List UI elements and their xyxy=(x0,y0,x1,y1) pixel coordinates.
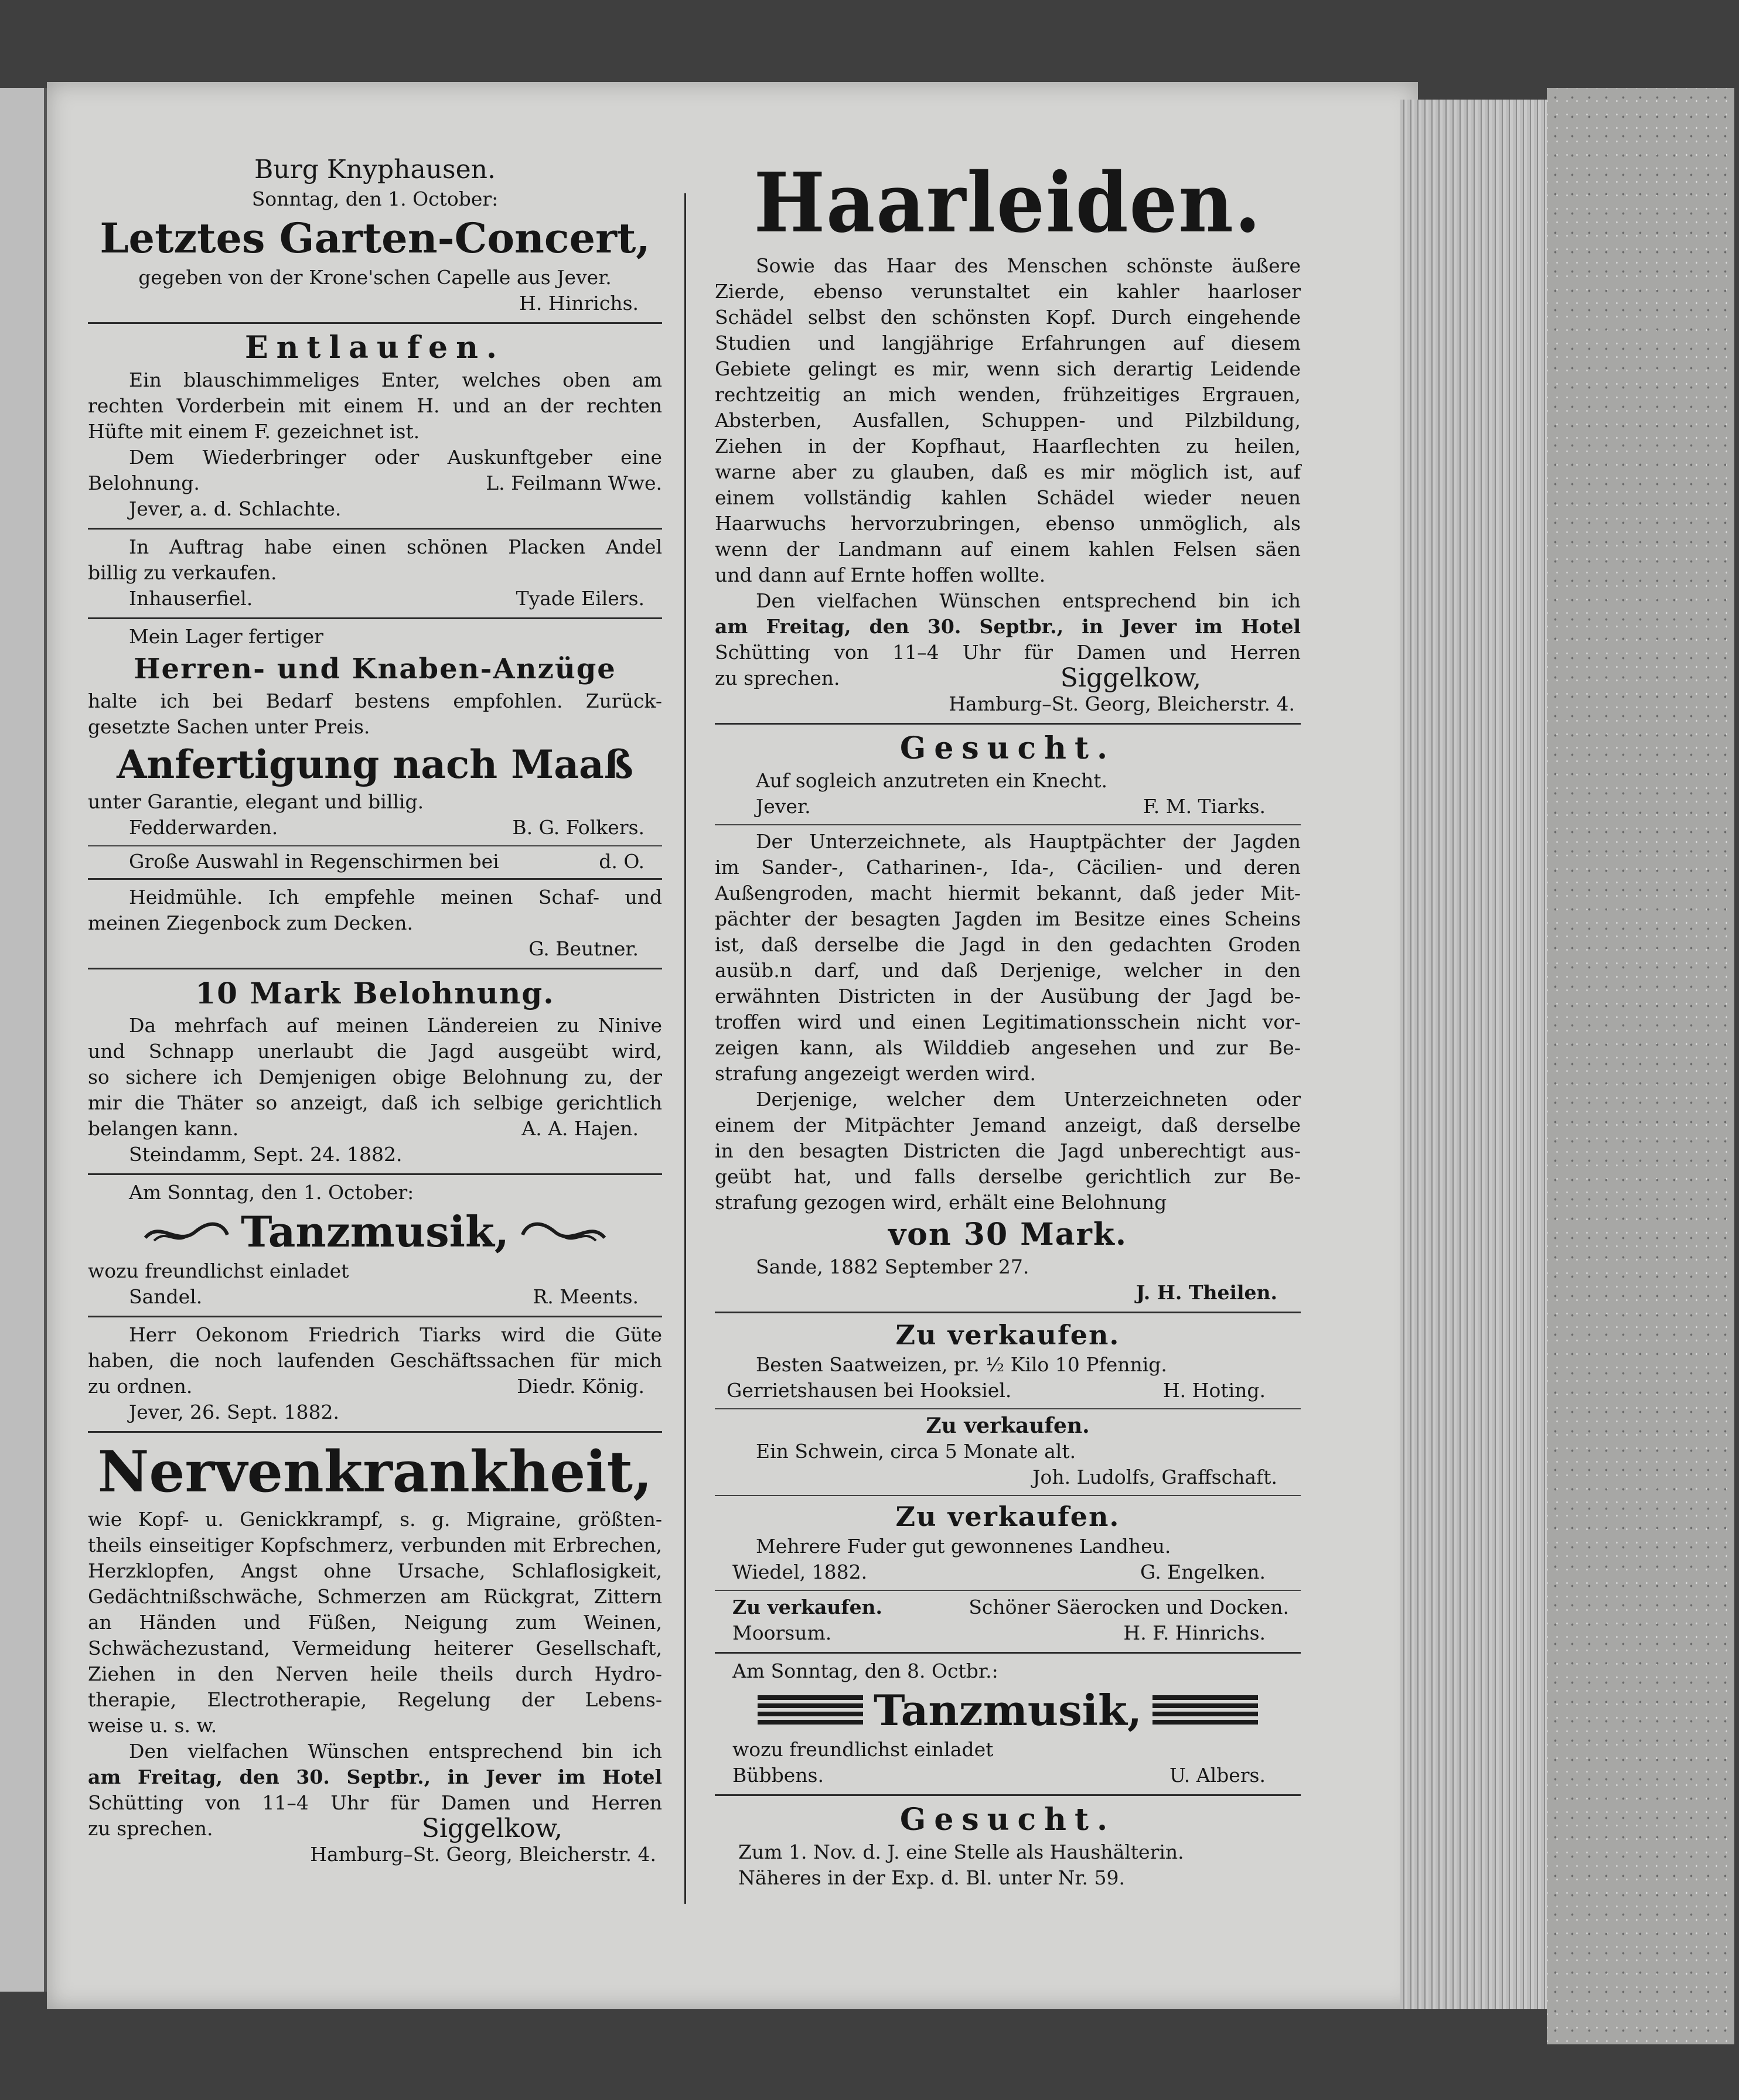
ad-line: Den vielfachen Wünschen entsprechend bin ich xyxy=(756,589,1301,612)
ad-line: an Händen und Füßen, Neigung zum Weinen, xyxy=(88,1611,662,1634)
ad-line: im Sander-, Catharinen-, Ida-, Cäcilien- und deren xyxy=(715,856,1301,879)
ad-place: Sandel. xyxy=(129,1285,203,1308)
ad-line: weise u. s. w. xyxy=(88,1714,217,1737)
ad-title: Haarleiden. xyxy=(753,155,1262,251)
ad-line: Gedächtnißschwäche, Schmerzen am Rückgrat, Zittern xyxy=(88,1585,662,1608)
ad-line: Gebiete gelingt es mir, wenn sich derartig Leidende xyxy=(715,357,1301,380)
ad-heidmuehle xyxy=(88,883,662,964)
ad-line: therapie, Electrotherapie, Regelung der Lebens- xyxy=(88,1688,662,1711)
ad-anzuege xyxy=(88,623,662,843)
ad-title: Zu verkaufen. xyxy=(732,1596,883,1618)
ad-line: Besten Saatweizen, pr. ½ Kilo 10 Pfennig. xyxy=(756,1353,1167,1376)
ad-signature: J. H. Theilen. xyxy=(1136,1281,1277,1304)
ad-line: haben, die noch laufenden Geschäftssachen für mich xyxy=(88,1349,662,1372)
ad-place: Moorsum. xyxy=(732,1621,832,1644)
ad-line: Mein Lager fertiger xyxy=(129,625,323,648)
flourish-right-icon xyxy=(520,1214,608,1249)
ad-line: rechten Vorderbein mit einem H. und an der rechten xyxy=(88,394,662,417)
ad-place: Jever, a. d. Schlachte. xyxy=(129,497,342,520)
divider xyxy=(715,1794,1301,1796)
ad-line: warne aber zu glauben, daß es mir möglich ist, auf xyxy=(715,460,1301,483)
ad-address: Hamburg–St. Georg, Bleicherstr. 4. xyxy=(949,692,1295,715)
ad-signature: Tyade Eilers. xyxy=(516,587,645,610)
ad-oekonom xyxy=(88,1321,662,1428)
ad-line: mir die Thäter so anzeigt, daß ich selbige gerichtlich xyxy=(88,1091,662,1114)
book-cover-edge xyxy=(1547,88,1734,2044)
ad-burg-knyphausen xyxy=(88,152,662,319)
ad-line: Ein Schwein, circa 5 Monate alt. xyxy=(756,1440,1076,1463)
ad-line: Schütting von 11–4 Uhr für Damen und Herren xyxy=(715,641,1301,664)
bar-ornament-left-icon xyxy=(758,1695,863,1726)
ad-jagd xyxy=(715,828,1301,1308)
ad-line: am Freitag, den 30. Septbr., in Jever im Hotel xyxy=(715,615,1301,638)
ad-line: Ziehen in der Kopfhaut, Haarflechten zu heilen, xyxy=(715,435,1301,457)
ad-line: Schütting von 11–4 Uhr für Damen und Herren xyxy=(88,1791,662,1814)
ad-signature: Siggelkow, xyxy=(421,1814,562,1843)
ad-signature: G. Engelken. xyxy=(1140,1561,1266,1583)
ad-title: Gesucht. xyxy=(899,730,1116,766)
divider xyxy=(88,617,662,619)
ad-line-row xyxy=(715,1620,1301,1646)
ad-line: Dem Wiederbringer oder Auskunftgeber eine xyxy=(129,446,662,469)
ad-address: Hamburg–St. Georg, Bleicherstr. 4. xyxy=(310,1843,656,1866)
ad-entlaufen xyxy=(88,327,662,524)
ad-text: Belohnung. xyxy=(88,472,200,494)
ad-place: Steindamm, Sept. 24. 1882. xyxy=(129,1143,403,1166)
page-stack-edge xyxy=(1400,100,1547,2009)
ad-line: Schwächezustand, Vermeidung heiterer Gesellschaft, xyxy=(88,1637,662,1659)
ad-signature: G. Beutner. xyxy=(528,937,639,960)
ad-line: strafung gezogen wird, erhält eine Belohnung xyxy=(715,1191,1167,1214)
ad-title: Zu verkaufen. xyxy=(895,1319,1120,1351)
ad-line: und dann auf Ernte hoffen wollte. xyxy=(715,564,1046,586)
ad-signature: H. Hinrichs. xyxy=(519,292,639,315)
ad-line: Hüfte mit einem F. gezeichnet ist. xyxy=(88,420,420,443)
ad-subtitle: gegeben von der Krone'schen Capelle aus Jever. xyxy=(138,266,612,289)
ad-date: Sonntag, den 1. October: xyxy=(251,187,499,210)
ad-line: wozu freundlichst einladet xyxy=(88,1259,349,1282)
ad-date: Am Sonntag, den 8. Octbr.: xyxy=(732,1659,998,1682)
ad-line: so sichere ich Demjenigen obige Belohnung zu, der xyxy=(88,1066,662,1088)
ad-signature: Joh. Ludolfs, Graffschaft. xyxy=(1032,1466,1277,1488)
ad-line-row xyxy=(715,794,1301,819)
ad-title: Herren- und Knaben-Anzüge xyxy=(134,653,616,685)
divider xyxy=(715,1495,1301,1496)
ad-title: Letztes Garten-Concert, xyxy=(100,214,650,262)
ad-line: Absterben, Ausfallen, Schuppen- und Pilzbildung, xyxy=(715,409,1301,432)
divider xyxy=(88,1431,662,1433)
divider xyxy=(88,528,662,530)
ad-belohnung xyxy=(88,973,662,1170)
ad-verkaufen-saatweizen xyxy=(715,1317,1301,1406)
ad-gesucht-haushaelterin xyxy=(715,1799,1301,1893)
ad-line: wozu freundlichst einladet xyxy=(732,1738,994,1761)
divider xyxy=(88,1316,662,1317)
ad-line: rechtzeitig an mich wenden, frühzeitiges Ergrauen, xyxy=(715,383,1301,406)
ad-title: Nervenkrankheit, xyxy=(97,1439,653,1505)
ad-line: und Schnapp unerlaubt die Jagd ausgeübt wird, xyxy=(88,1040,662,1063)
ad-signature: H. Hoting. xyxy=(1162,1379,1266,1402)
divider xyxy=(715,1312,1301,1313)
ad-title: Tanzmusik, xyxy=(874,1685,1142,1735)
ad-line: Auf sogleich anzutreten ein Knecht. xyxy=(756,769,1107,792)
ad-line: Herzklopfen, Angst ohne Ursache, Schlaflosigkeit, xyxy=(88,1559,662,1582)
ad-title: 10 Mark Belohnung. xyxy=(195,976,555,1010)
previous-page-edge xyxy=(0,88,47,1992)
ad-title: Zu verkaufen. xyxy=(926,1413,1090,1438)
ad-signature: L. Feilmann Wwe. xyxy=(486,472,662,494)
ad-line-row xyxy=(88,1116,662,1142)
ad-line: geübt hat, und falls derselbe gerichtlich zur Be- xyxy=(715,1165,1301,1188)
ad-line: gesetzte Sachen unter Preis. xyxy=(88,715,370,738)
ad-line: Da mehrfach auf meinen Ländereien zu Ninive xyxy=(129,1014,662,1037)
ad-place: Fedderwarden. xyxy=(129,816,278,839)
ad-line: Zum 1. Nov. d. J. eine Stelle als Haushälterin. xyxy=(738,1841,1184,1863)
ad-line: halte ich bei Bedarf bestens empfohlen. Zurück- xyxy=(88,689,662,712)
ad-line: Mehrere Fuder gut gewonnenes Landheu. xyxy=(756,1535,1171,1558)
flourish-left-icon xyxy=(142,1214,230,1249)
ad-haarleiden xyxy=(715,152,1301,719)
ad-line: am Freitag, den 30. Septbr., in Jever im Hotel xyxy=(88,1766,662,1788)
divider xyxy=(88,322,662,324)
ad-text: Große Auswahl in Regenschirmen bei xyxy=(129,850,499,873)
ad-line: Heidmühle. Ich empfehle meinen Schaf- und xyxy=(129,886,662,909)
ad-text: zu sprechen. xyxy=(88,1817,213,1840)
ad-place: Wiedel, 1882. xyxy=(732,1561,868,1583)
ad-verkaufen-schwein xyxy=(715,1412,1301,1493)
ad-line-row xyxy=(715,1559,1301,1585)
ad-line: wie Kopf- u. Genickkrampf, s. g. Migraine, größten- xyxy=(88,1508,662,1531)
ad-place: Jever. xyxy=(756,795,811,818)
ad-line: Schöner Säerocken und Docken. xyxy=(969,1596,1289,1618)
ad-line: zeigen kann, als Wilddieb angesehen und zur Be- xyxy=(715,1036,1301,1059)
ad-place: Bübbens. xyxy=(732,1764,824,1787)
ad-place: Burg Knyphausen. xyxy=(254,155,496,185)
ad-signature: R. Meents. xyxy=(533,1285,639,1308)
ad-line: strafung angezeigt werden wird. xyxy=(715,1062,1036,1085)
ad-line: wenn der Landmann auf einem kahlen Felsen säen xyxy=(715,538,1301,561)
ad-title: Tanzmusik, xyxy=(241,1207,509,1256)
ad-line: Herr Oekonom Friedrich Tiarks wird die Güte xyxy=(129,1323,662,1346)
ad-text: belangen kann. xyxy=(88,1117,239,1140)
ad-line: ist, daß derselbe die Jagd in den gedachten Groden xyxy=(715,933,1301,956)
ad-nervenkrankheit xyxy=(88,1436,662,1870)
ad-line: Ziehen in den Nerven heile theils durch Hydro- xyxy=(88,1662,662,1685)
ad-line: Haarwuchs hervorzubringen, ebenso unmöglich, als xyxy=(715,512,1301,535)
ad-line: theils einseitiger Kopfschmerz, verbunden mit Erbrechen, xyxy=(88,1534,662,1556)
ad-line: Außengroden, macht hiermit bekannt, daß jeder Mit- xyxy=(715,882,1301,904)
ad-place: Gerrietshausen bei Hooksiel. xyxy=(727,1379,1012,1402)
ad-signature: H. F. Hinrichs. xyxy=(1123,1621,1266,1644)
ad-line-row xyxy=(88,1284,662,1310)
ad-title: Zu verkaufen. xyxy=(895,1501,1120,1532)
ad-signature: A. A. Hajen. xyxy=(521,1117,639,1140)
ad-place: Sande, 1882 September 27. xyxy=(756,1255,1029,1278)
ad-line-row xyxy=(715,1378,1301,1404)
ornamented-title xyxy=(715,1684,1301,1737)
ad-place: Inhauserfiel. xyxy=(129,587,253,610)
ad-tanzmusik-sandel xyxy=(88,1179,662,1312)
bar-ornament-right-icon xyxy=(1152,1695,1258,1726)
divider xyxy=(88,845,662,846)
ad-line: einem vollständig kahlen Schädel wieder neuen xyxy=(715,486,1301,509)
ad-line: Den vielfachen Wünschen entsprechend bin ich xyxy=(129,1740,662,1763)
ad-place: Jever, 26. Sept. 1882. xyxy=(129,1401,340,1423)
ad-title: Gesucht. xyxy=(899,1802,1116,1838)
ad-line: Sowie das Haar des Menschen schönste äußere xyxy=(756,254,1301,277)
ad-line: Ein blauschimmeliges Enter, welches oben am xyxy=(129,368,662,391)
right-column xyxy=(715,152,1301,1893)
ad-title-2: Anfertigung nach Maaß xyxy=(117,742,633,787)
ad-tanzmusik-buebbens xyxy=(715,1657,1301,1791)
ad-line: Schädel selbst den schönsten Kopf. Durch eingehende xyxy=(715,306,1301,329)
ad-text: zu sprechen. xyxy=(715,667,840,689)
ad-signature: d. O. xyxy=(599,850,645,873)
ad-line: Der Unterzeichnete, als Hauptpächter der Jagden xyxy=(756,830,1301,853)
ad-line-row xyxy=(715,665,1301,691)
divider xyxy=(715,1652,1301,1654)
ad-line: einem der Mitpächter Jemand anzeigt, daß derselbe xyxy=(715,1114,1301,1136)
divider xyxy=(715,1408,1301,1409)
ad-line-row xyxy=(715,1594,1301,1620)
ornamented-title xyxy=(88,1206,662,1258)
ad-gesucht-knecht xyxy=(715,728,1301,822)
ad-line: Derjenige, welcher dem Unterzeichneten oder xyxy=(756,1088,1301,1111)
ad-line-row xyxy=(88,1374,662,1399)
ad-line-row xyxy=(715,1763,1301,1788)
ad-line: troffen wird und einen Legitimationsschein nicht vor- xyxy=(715,1010,1301,1033)
ad-verkaufen-landheu xyxy=(715,1498,1301,1587)
ad-signature: U. Albers. xyxy=(1169,1764,1266,1787)
divider xyxy=(715,723,1301,725)
ad-title: Entlaufen. xyxy=(244,330,506,366)
ad-signature: Siggelkow, xyxy=(1060,663,1201,693)
ad-line: billig zu verkaufen. xyxy=(88,561,277,584)
ad-regenschirme xyxy=(88,849,662,875)
ad-line: unter Garantie, elegant und billig. xyxy=(88,790,424,813)
ad-signature: F. M. Tiarks. xyxy=(1143,795,1266,818)
ad-line: in den besagten Districten die Jagd unberechtigt aus- xyxy=(715,1139,1301,1162)
ad-line: Studien und langjährige Erfahrungen auf diesem xyxy=(715,332,1301,354)
ad-line: pächter der besagten Jagden im Besitze eines Scheins xyxy=(715,907,1301,930)
divider xyxy=(715,1590,1301,1591)
ad-amount: von 30 Mark. xyxy=(888,1217,1128,1252)
ad-date: Am Sonntag, den 1. October: xyxy=(129,1181,414,1204)
left-column xyxy=(88,152,662,1870)
ad-line: In Auftrag habe einen schönen Placken Andel xyxy=(129,535,662,558)
ad-line-row xyxy=(88,470,662,496)
ad-signature: Diedr. König. xyxy=(517,1375,645,1398)
divider xyxy=(88,878,662,880)
ad-line-row xyxy=(88,1816,662,1842)
ad-text: zu ordnen. xyxy=(88,1375,193,1398)
ad-line-row xyxy=(88,586,662,612)
ad-andel xyxy=(88,533,662,614)
ad-line: ausüb.n darf, und daß Derjenige, welcher in den xyxy=(715,959,1301,982)
ad-line: Zierde, ebenso verunstaltet ein kahler haarloser xyxy=(715,280,1301,303)
ad-line: Näheres in der Exp. d. Bl. unter Nr. 59. xyxy=(738,1866,1126,1889)
ad-line-row xyxy=(88,815,662,841)
column-divider xyxy=(684,193,686,1904)
ad-signature: B. G. Folkers. xyxy=(512,816,645,839)
ad-line: erwähnten Districten in der Ausübung der Jagd be- xyxy=(715,985,1301,1008)
ad-line: meinen Ziegenbock zum Decken. xyxy=(88,911,413,934)
divider xyxy=(88,1173,662,1175)
ad-verkaufen-saerocken xyxy=(715,1593,1301,1648)
divider xyxy=(715,824,1301,825)
divider xyxy=(88,968,662,969)
